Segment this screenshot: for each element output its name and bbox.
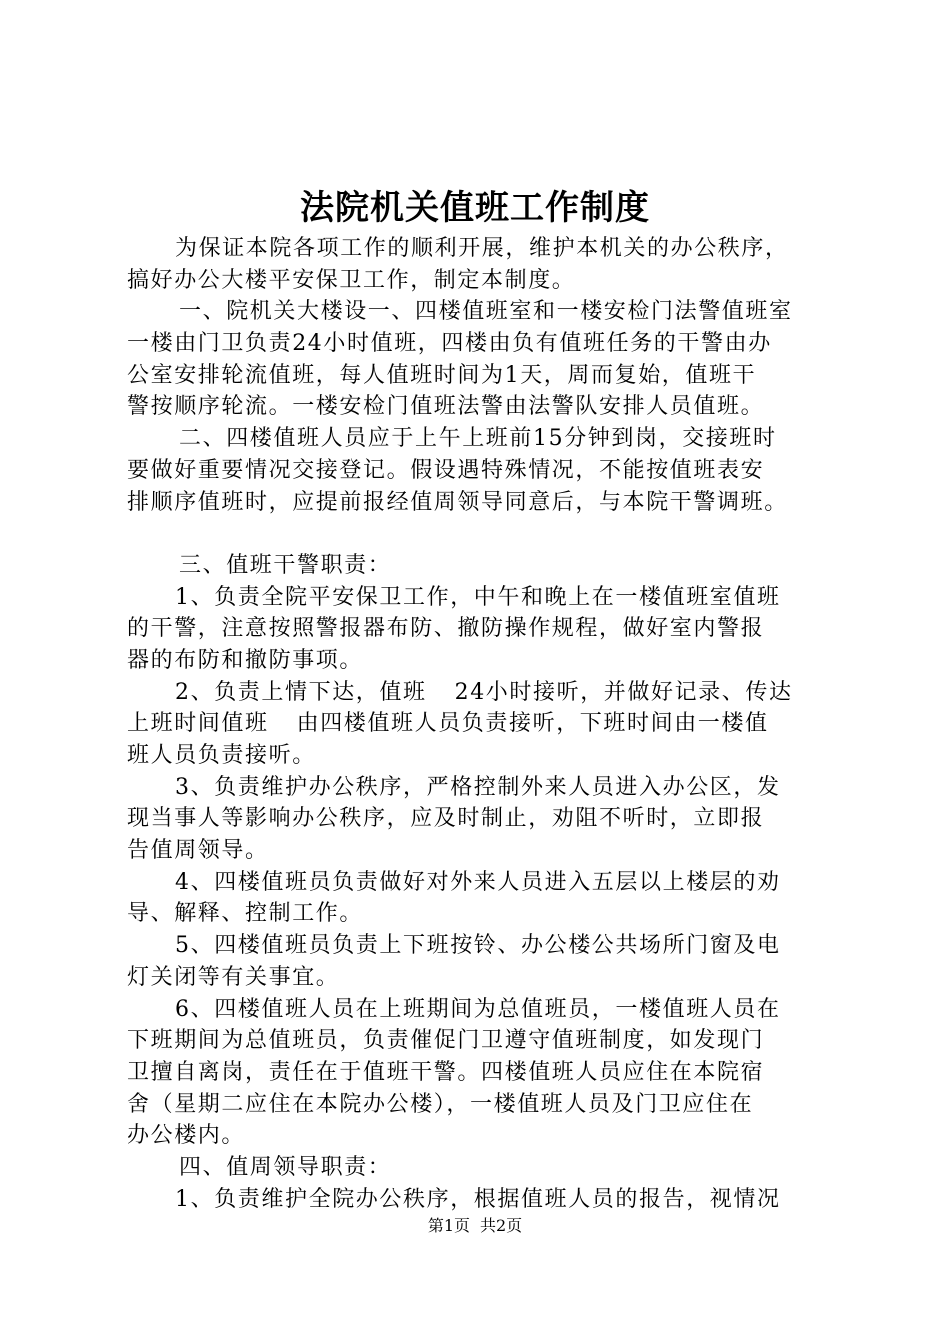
paragraph-line: 器的布防和撤防事项。 <box>127 647 364 673</box>
line-segment: 上班时间值班 <box>127 711 269 737</box>
paragraph-line: 卫擅自离岗，责任在于值班干警。四楼值班人员应住在本院宿 <box>127 1059 765 1085</box>
paragraph-line: 4、四楼值班员负责做好对外来人员进入五层以上楼层的劝 <box>175 869 781 895</box>
paragraph-line: 一、院机关大楼设一、四楼值班室和一楼安检门法警值班室 <box>179 299 793 325</box>
paragraph-line: 导、解释、控制工作。 <box>127 901 364 927</box>
paragraph-line: 下班期间为总值班员，负责催促门卫遵守值班制度，如发现门 <box>127 1028 765 1054</box>
paragraph-line <box>127 708 842 740</box>
paragraph-line: 排顺序值班时，应提前报经值周领导同意后，与本院干警调班。 <box>127 489 788 515</box>
paragraph-line: 的干警，注意按照警报器布防、撤防操作规程，做好室内警报 <box>127 616 765 642</box>
paragraph-line: 警按顺序轮流。一楼安检门值班法警由法警队安排人员值班。 <box>127 394 765 420</box>
document-body <box>127 233 842 1215</box>
page-number: 第1页 <box>427 1216 470 1235</box>
paragraph-line: 班人员负责接听。 <box>127 743 316 768</box>
paragraph-line: 公室安排轮流值班，每人值班时间为1天，周而复始，值班干 <box>127 362 757 388</box>
paragraph-line: 为保证本院各项工作的顺利开展，维护本机关的办公秩序， <box>175 236 789 261</box>
paragraph-line: 办公楼内。 <box>127 1123 246 1149</box>
paragraph-line: 3、负责维护办公秩序，严格控制外来人员进入办公区，发 <box>175 774 781 800</box>
paragraph-line: 告值周领导。 <box>127 838 269 864</box>
paragraph-line: 二、四楼值班人员应于上午上班前15分钟到岗，交接班时 <box>179 426 777 452</box>
paragraph-line: 舍（星期二应住在本院办公楼），一楼值班人员及门卫应住在 <box>127 1091 754 1117</box>
page-footer <box>0 1214 950 1238</box>
document-title: 法院机关值班工作制度 <box>300 188 650 228</box>
line-segment: 24小时接听，并做好记录、传达 <box>454 679 793 705</box>
paragraph-line <box>127 677 842 709</box>
line-segment: 2、负责上情下达，值班 <box>175 679 427 705</box>
paragraph-line: 1、负责全院平安保卫工作，中午和晚上在一楼值班室值班 <box>175 584 781 610</box>
paragraph-line: 一楼由门卫负责24小时值班，四楼由负有值班任务的干警由办 <box>127 331 772 357</box>
blank-line <box>127 518 842 550</box>
paragraph-line: 1、负责维护全院办公秩序，根据值班人员的报告，视情况 <box>175 1186 781 1212</box>
line-segment: 由四楼值班人员负责接听，下班时间由一楼值 <box>296 711 769 737</box>
page-total: 共2页 <box>480 1216 523 1235</box>
paragraph-line: 6、四楼值班人员在上班期间为总值班员，一楼值班人员在 <box>175 996 781 1022</box>
section-heading: 四、值周领导职责： <box>179 1154 392 1180</box>
paragraph-line: 5、四楼值班员负责上下班按铃、办公楼公共场所门窗及电 <box>175 933 781 959</box>
paragraph-line: 灯关闭等有关事宜。 <box>127 964 340 990</box>
paragraph-line: 现当事人等影响办公秩序，应及时制止，劝阻不听时，立即报 <box>127 806 765 832</box>
paragraph-line: 要做好重要情况交接登记。假设遇特殊情况，不能按值班表安 <box>127 457 765 483</box>
section-heading: 三、值班干警职责： <box>179 552 392 578</box>
paragraph-line: 搞好办公大楼平安保卫工作，制定本制度。 <box>127 267 576 293</box>
